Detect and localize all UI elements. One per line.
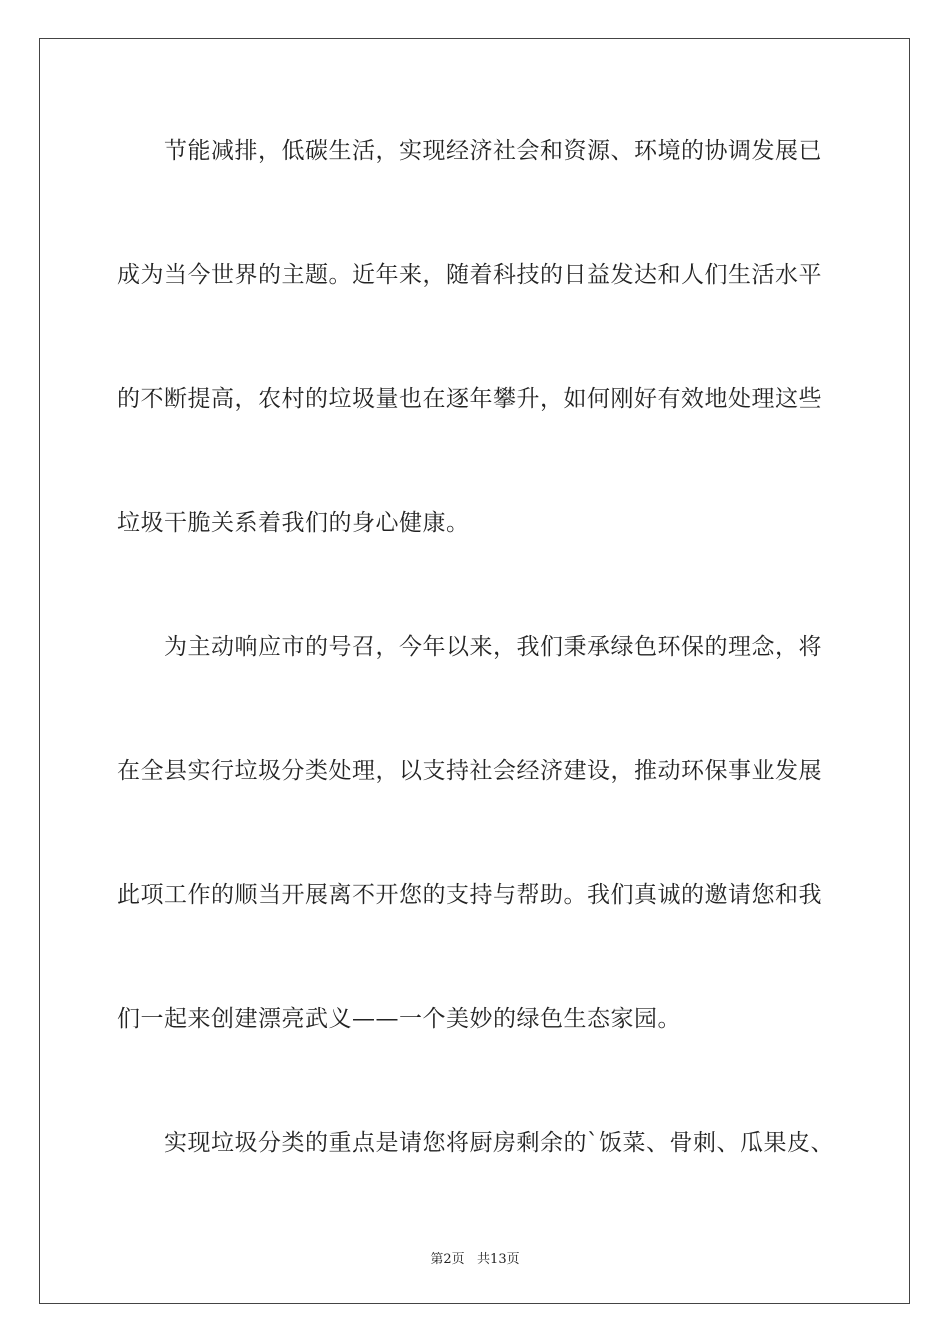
paragraph-3-line-1: 实现垃圾分类的重点是请您将厨房剩余的`饭菜、骨刺、瓜果皮、 [164, 1130, 834, 1156]
paragraph-1-line-3: 的不断提高，农村的垃圾量也在逐年攀升，如何刚好有效地处理这些 [117, 386, 822, 412]
paragraph-1-line-2: 成为当今世界的主题。近年来，随着科技的日益发达和人们生活水平 [117, 262, 822, 288]
paragraph-2-line-1: 为主动响应市的号召，今年以来，我们秉承绿色环保的理念，将 [164, 634, 822, 660]
paragraph-1-line-4: 垃圾干脆关系着我们的身心健康。 [117, 510, 470, 536]
paragraph-1-line-1: 节能减排，低碳生活，实现经济社会和资源、环境的协调发展已 [164, 138, 822, 164]
page-border [39, 38, 910, 1304]
paragraph-2-line-3: 此项工作的顺当开展离不开您的支持与帮助。我们真诚的邀请您和我 [117, 882, 822, 908]
paragraph-2-line-4: 们一起来创建漂亮武义——一个美妙的绿色生态家园。 [117, 1006, 681, 1032]
page-number-footer: 第2页 共13页 [430, 1252, 520, 1267]
paragraph-2-line-2: 在全县实行垃圾分类处理，以支持社会经济建设，推动环保事业发展 [117, 758, 822, 784]
